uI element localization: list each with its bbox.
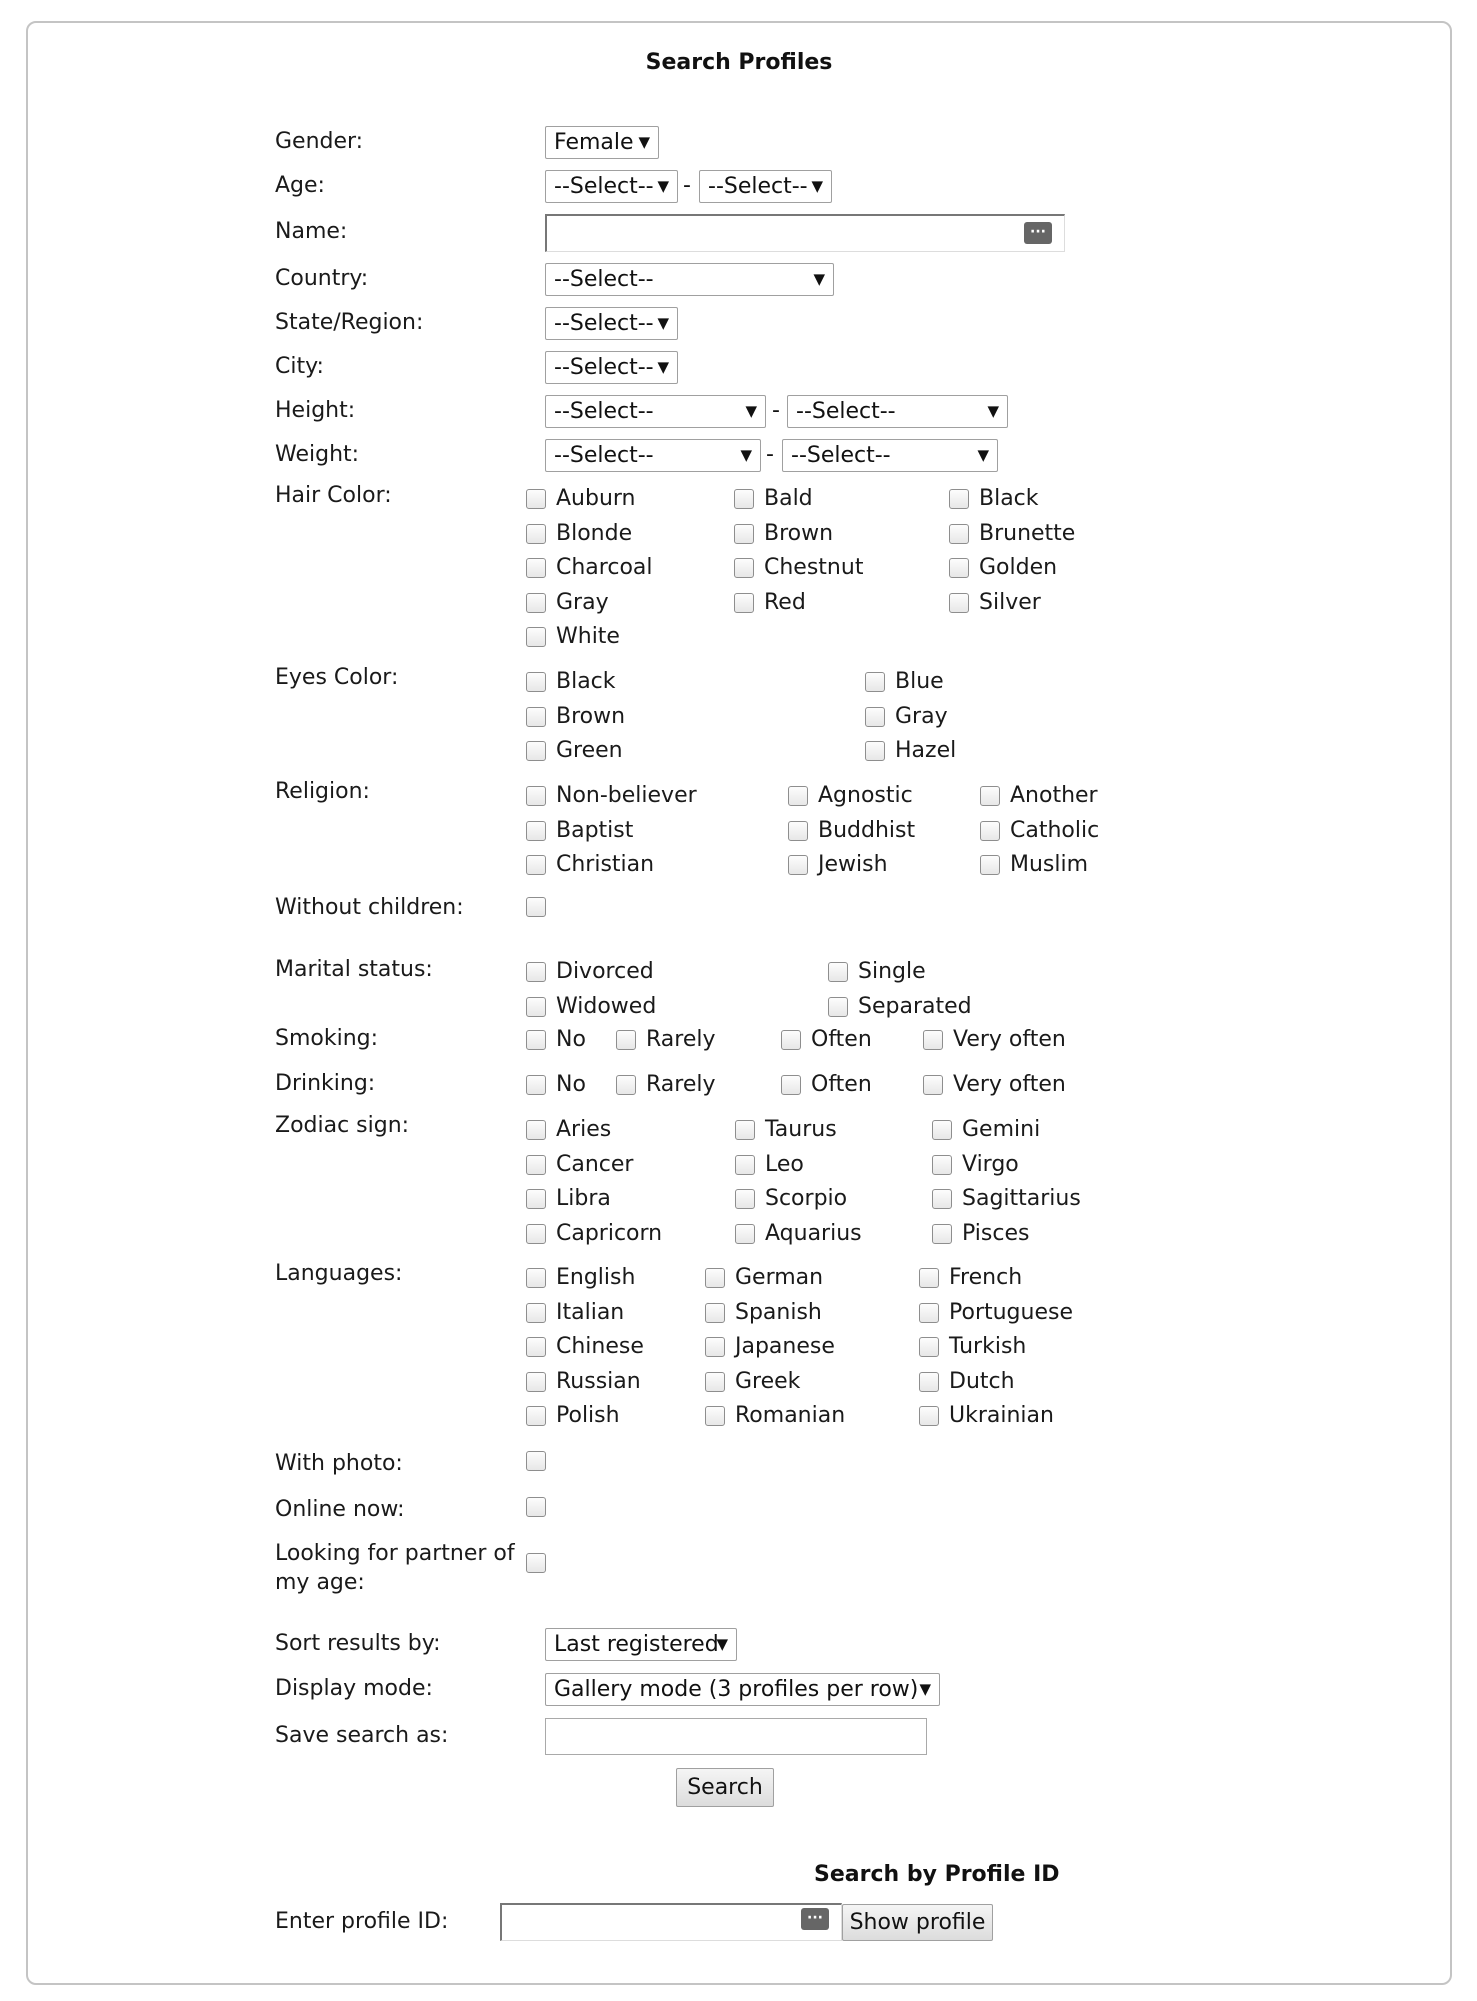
eyes-green-checkbox[interactable]: [526, 741, 546, 761]
languages-ukrainian-checkbox[interactable]: [919, 1406, 939, 1426]
zodiac-sagittarius-label: Sagittarius: [962, 1186, 1081, 1211]
religion-another-checkbox[interactable]: [980, 786, 1000, 806]
hair-golden-label: Golden: [979, 555, 1058, 580]
hair-chestnut-label: Chestnut: [764, 555, 864, 580]
religion-non-believer-checkbox[interactable]: [526, 786, 546, 806]
languages-greek-checkbox[interactable]: [705, 1372, 725, 1392]
zodiac-aquarius-checkbox[interactable]: [735, 1224, 755, 1244]
age-to-select[interactable]: --Select-- ▼: [699, 170, 832, 203]
online-now-label: Online now:: [275, 1497, 405, 1522]
hair-chestnut-checkbox[interactable]: [734, 558, 754, 578]
gender-select[interactable]: Female ▼: [545, 126, 659, 159]
chevron-down-icon: ▼: [638, 133, 650, 151]
marital-widowed-label: Widowed: [556, 993, 657, 1019]
hair-silver-label: Silver: [979, 589, 1041, 615]
sort-label: Sort results by:: [275, 1631, 441, 1656]
languages-italian-label: Italian: [556, 1299, 625, 1325]
languages-italian-checkbox[interactable]: [526, 1303, 546, 1323]
languages-polish-checkbox[interactable]: [526, 1406, 546, 1426]
state-label: State/Region:: [275, 310, 424, 335]
partner-age-checkbox[interactable]: [526, 1553, 546, 1573]
profile-id-input[interactable]: [500, 1903, 842, 1941]
zodiac-aquarius-label: Aquarius: [765, 1220, 862, 1246]
marital-single-checkbox[interactable]: [828, 962, 848, 982]
profile-id-title: Search by Profile ID: [814, 1862, 1060, 1887]
hair-charcoal-label: Charcoal: [556, 555, 653, 580]
languages-german-checkbox[interactable]: [705, 1268, 725, 1288]
name-input[interactable]: [545, 214, 1065, 252]
drinking-label: Drinking:: [275, 1071, 376, 1096]
hair-brown-label: Brown: [764, 520, 834, 546]
zodiac-taurus-checkbox[interactable]: [735, 1120, 755, 1140]
zodiac-cancer-label: Cancer: [556, 1151, 634, 1177]
city-select[interactable]: --Select-- ▼: [545, 351, 678, 384]
zodiac-gemini-checkbox[interactable]: [932, 1120, 952, 1140]
eyes-black-label: Black: [556, 669, 616, 694]
hair-auburn-label: Auburn: [556, 486, 636, 511]
zodiac-scorpio-label: Scorpio: [765, 1186, 848, 1211]
age-separator: -: [683, 173, 691, 198]
partner-age-label: Looking for partner of my age:: [275, 1541, 515, 1595]
eyes-hazel-label: Hazel: [895, 738, 957, 763]
chevron-down-icon: ▼: [740, 446, 752, 464]
zodiac-virgo-label: Virgo: [962, 1151, 1019, 1177]
save-search-label: Save search as:: [275, 1723, 449, 1748]
smoking-often-label: Often: [811, 1027, 872, 1052]
religion-catholic-label: Catholic: [1010, 817, 1100, 843]
hair-color-label: Hair Color:: [275, 483, 392, 508]
weight-from-select[interactable]: --Select-- ▼: [545, 439, 761, 472]
city-label: City:: [275, 354, 324, 379]
languages-japanese-checkbox[interactable]: [705, 1337, 725, 1357]
languages-romanian-label: Romanian: [735, 1403, 846, 1428]
languages-french-checkbox[interactable]: [919, 1268, 939, 1288]
smoking-no-checkbox[interactable]: [526, 1030, 546, 1050]
zodiac-sagittarius-checkbox[interactable]: [932, 1189, 952, 1209]
page-title: Search Profiles: [645, 50, 833, 75]
marital-divorced-label: Divorced: [556, 959, 654, 984]
profile-id-label: Enter profile ID:: [275, 1909, 449, 1934]
zodiac-aries-label: Aries: [556, 1117, 612, 1142]
languages-greek-label: Greek: [735, 1368, 801, 1394]
hair-silver-checkbox[interactable]: [949, 593, 969, 613]
eyes-brown-checkbox[interactable]: [526, 707, 546, 727]
eyes-blue-checkbox[interactable]: [865, 672, 885, 692]
country-label: Country:: [275, 266, 369, 291]
zodiac-leo-label: Leo: [765, 1151, 804, 1177]
languages-french-label: French: [949, 1265, 1023, 1290]
smoking-often-checkbox[interactable]: [781, 1030, 801, 1050]
hair-brunette-label: Brunette: [979, 520, 1076, 546]
weight-label: Weight:: [275, 442, 360, 467]
religion-muslim-label: Muslim: [1010, 852, 1089, 877]
hair-black-label: Black: [979, 486, 1039, 511]
weight-to-select[interactable]: --Select-- ▼: [782, 439, 998, 472]
zodiac-capricorn-label: Capricorn: [556, 1220, 663, 1246]
religion-christian-checkbox[interactable]: [526, 855, 546, 875]
hair-gray-label: Gray: [556, 589, 609, 615]
marital-divorced-checkbox[interactable]: [526, 962, 546, 982]
height-separator: -: [772, 398, 780, 423]
save-search-input[interactable]: [545, 1718, 927, 1755]
zodiac-scorpio-checkbox[interactable]: [735, 1189, 755, 1209]
chevron-down-icon: ▼: [987, 402, 999, 420]
height-from-select[interactable]: --Select-- ▼: [545, 395, 766, 428]
languages-turkish-checkbox[interactable]: [919, 1337, 939, 1357]
eyes-hazel-checkbox[interactable]: [865, 741, 885, 761]
drinking-rarely-checkbox[interactable]: [616, 1075, 636, 1095]
languages-label: Languages:: [275, 1261, 403, 1286]
religion-buddhist-label: Buddhist: [818, 817, 916, 843]
religion-buddhist-checkbox[interactable]: [788, 821, 808, 841]
languages-dutch-checkbox[interactable]: [919, 1372, 939, 1392]
languages-russian-checkbox[interactable]: [526, 1372, 546, 1392]
zodiac-sign-label: Zodiac sign:: [275, 1113, 410, 1138]
drinking-rarely-label: Rarely: [646, 1072, 716, 1097]
marital-separated-label: Separated: [858, 993, 972, 1019]
languages-romanian-checkbox[interactable]: [705, 1406, 725, 1426]
languages-german-label: German: [735, 1265, 824, 1290]
search-button[interactable]: Search: [676, 1768, 774, 1807]
religion-non-believer-label: Non-believer: [556, 783, 697, 808]
hair-brunette-checkbox[interactable]: [949, 524, 969, 544]
chevron-down-icon: ▼: [811, 177, 823, 195]
chevron-down-icon: ▼: [657, 358, 669, 376]
weight-separator: -: [766, 442, 774, 467]
eyes-blue-label: Blue: [895, 669, 944, 694]
religion-muslim-checkbox[interactable]: [980, 855, 1000, 875]
hair-red-label: Red: [764, 589, 806, 615]
chevron-down-icon: ▼: [977, 446, 989, 464]
height-to-select[interactable]: --Select-- ▼: [787, 395, 1008, 428]
display-mode-label: Display mode:: [275, 1676, 433, 1701]
zodiac-gemini-label: Gemini: [962, 1117, 1041, 1142]
languages-chinese-checkbox[interactable]: [526, 1337, 546, 1357]
gender-label: Gender:: [275, 129, 364, 154]
without-children-label: Without children:: [275, 895, 464, 920]
smoking-very-often-checkbox[interactable]: [923, 1030, 943, 1050]
display-mode-select[interactable]: Gallery mode (3 profiles per row) ▼: [545, 1673, 940, 1706]
keyboard-icon[interactable]: ···: [1024, 222, 1052, 244]
hair-white-label: White: [556, 624, 620, 649]
drinking-no-label: No: [556, 1072, 586, 1097]
height-label: Height:: [275, 398, 356, 423]
hair-black-checkbox[interactable]: [949, 489, 969, 509]
online-now-checkbox[interactable]: [526, 1497, 546, 1517]
chevron-down-icon: ▼: [813, 270, 825, 288]
zodiac-aries-checkbox[interactable]: [526, 1120, 546, 1140]
zodiac-libra-label: Libra: [556, 1186, 611, 1211]
languages-dutch-label: Dutch: [949, 1368, 1015, 1394]
chevron-down-icon: ▼: [657, 177, 669, 195]
chevron-down-icon: ▼: [745, 402, 757, 420]
religion-jewish-label: Jewish: [818, 852, 888, 877]
languages-english-checkbox[interactable]: [526, 1268, 546, 1288]
eyes-brown-label: Brown: [556, 703, 626, 729]
eyes-gray-label: Gray: [895, 703, 948, 729]
zodiac-capricorn-checkbox[interactable]: [526, 1224, 546, 1244]
religion-agnostic-label: Agnostic: [818, 783, 913, 808]
marital-single-label: Single: [858, 959, 926, 984]
zodiac-pisces-checkbox[interactable]: [932, 1224, 952, 1244]
age-from-select[interactable]: --Select-- ▼: [545, 170, 678, 203]
hair-red-checkbox[interactable]: [734, 593, 754, 613]
search-panel: [26, 21, 1452, 1985]
drinking-often-checkbox[interactable]: [781, 1075, 801, 1095]
religion-another-label: Another: [1010, 783, 1098, 808]
with-photo-label: With photo:: [275, 1451, 403, 1476]
languages-russian-label: Russian: [556, 1368, 641, 1394]
chevron-down-icon: ▼: [716, 1635, 728, 1653]
languages-portuguese-checkbox[interactable]: [919, 1303, 939, 1323]
sort-select[interactable]: Last registered ▼: [545, 1628, 737, 1661]
languages-spanish-label: Spanish: [735, 1299, 822, 1325]
zodiac-libra-checkbox[interactable]: [526, 1189, 546, 1209]
marital-status-label: Marital status:: [275, 957, 433, 982]
smoking-no-label: No: [556, 1027, 586, 1052]
without-children-checkbox[interactable]: [526, 897, 546, 917]
religion-baptist-checkbox[interactable]: [526, 821, 546, 841]
religion-jewish-checkbox[interactable]: [788, 855, 808, 875]
zodiac-taurus-label: Taurus: [765, 1117, 837, 1142]
languages-english-label: English: [556, 1265, 636, 1290]
languages-ukrainian-label: Ukrainian: [949, 1403, 1054, 1428]
hair-gray-checkbox[interactable]: [526, 593, 546, 613]
smoking-rarely-label: Rarely: [646, 1027, 716, 1052]
languages-japanese-label: Japanese: [735, 1334, 835, 1359]
zodiac-leo-checkbox[interactable]: [735, 1155, 755, 1175]
eyes-color-label: Eyes Color:: [275, 665, 399, 690]
eyes-green-label: Green: [556, 738, 623, 763]
country-select[interactable]: --Select-- ▼: [545, 263, 834, 296]
languages-spanish-checkbox[interactable]: [705, 1303, 725, 1323]
with-photo-checkbox[interactable]: [526, 1451, 546, 1471]
languages-polish-label: Polish: [556, 1403, 620, 1428]
age-label: Age:: [275, 173, 325, 198]
religion-baptist-label: Baptist: [556, 817, 634, 843]
drinking-very-often-label: Very often: [953, 1072, 1066, 1097]
chevron-down-icon: ▼: [657, 314, 669, 332]
languages-chinese-label: Chinese: [556, 1334, 644, 1359]
hair-blonde-label: Blonde: [556, 520, 633, 546]
zodiac-virgo-checkbox[interactable]: [932, 1155, 952, 1175]
hair-brown-checkbox[interactable]: [734, 524, 754, 544]
state-select[interactable]: --Select-- ▼: [545, 307, 678, 340]
keyboard-icon[interactable]: ···: [801, 1908, 829, 1930]
hair-auburn-checkbox[interactable]: [526, 489, 546, 509]
drinking-no-checkbox[interactable]: [526, 1075, 546, 1095]
marital-widowed-checkbox[interactable]: [526, 997, 546, 1017]
religion-catholic-checkbox[interactable]: [980, 821, 1000, 841]
languages-turkish-label: Turkish: [949, 1334, 1027, 1359]
show-profile-button[interactable]: Show profile: [842, 1904, 993, 1941]
religion-christian-label: Christian: [556, 852, 655, 877]
hair-bald-label: Bald: [764, 486, 813, 511]
chevron-down-icon: ▼: [919, 1680, 931, 1698]
smoking-label: Smoking:: [275, 1026, 379, 1051]
eyes-black-checkbox[interactable]: [526, 672, 546, 692]
drinking-often-label: Often: [811, 1072, 872, 1097]
religion-label: Religion:: [275, 779, 370, 804]
drinking-very-often-checkbox[interactable]: [923, 1075, 943, 1095]
smoking-rarely-checkbox[interactable]: [616, 1030, 636, 1050]
name-label: Name:: [275, 219, 348, 244]
hair-charcoal-checkbox[interactable]: [526, 558, 546, 578]
marital-separated-checkbox[interactable]: [828, 997, 848, 1017]
hair-blonde-checkbox[interactable]: [526, 524, 546, 544]
smoking-very-often-label: Very often: [953, 1027, 1066, 1052]
religion-agnostic-checkbox[interactable]: [788, 786, 808, 806]
zodiac-cancer-checkbox[interactable]: [526, 1155, 546, 1175]
hair-bald-checkbox[interactable]: [734, 489, 754, 509]
eyes-gray-checkbox[interactable]: [865, 707, 885, 727]
hair-golden-checkbox[interactable]: [949, 558, 969, 578]
languages-portuguese-label: Portuguese: [949, 1299, 1073, 1325]
hair-white-checkbox[interactable]: [526, 627, 546, 647]
zodiac-pisces-label: Pisces: [962, 1220, 1030, 1246]
